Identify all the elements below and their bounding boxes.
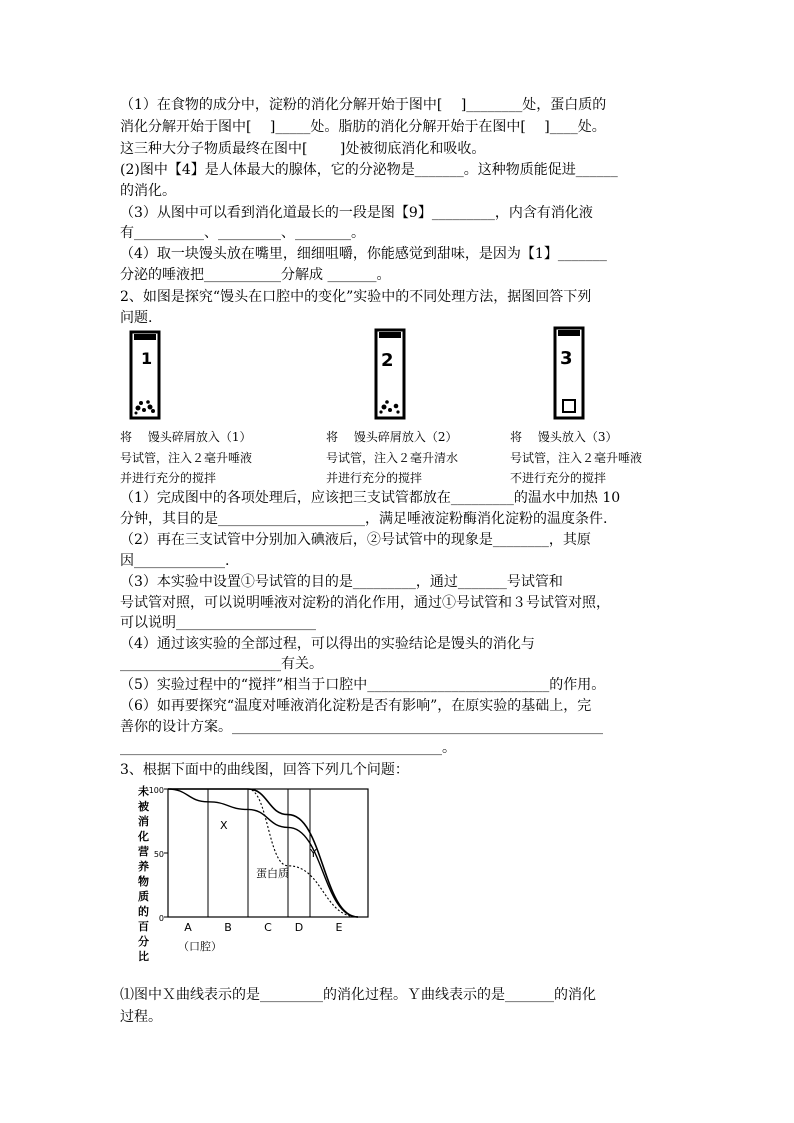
q1-line-4: (2)图中【4】是人体最大的腺体，它的分泌物是_______。这种物质能促进______ [120,162,618,178]
q2-part3-a: （3）本实验中设置①号试管的目的是_________，通过_______号试管和 [120,574,563,590]
y-axis-label-char: 未 [138,785,149,798]
chart-svg [130,783,370,973]
y-tick-label: 0 [158,914,164,923]
test-tube-3 [552,326,588,422]
y-axis-label-char: 被 [138,800,149,813]
q2-part6-c: ______________________________________________。 [120,740,456,756]
y-tick-label: 100 [148,786,164,795]
tube-1-caption-1: 将 馒头碎屑放入（1） [120,430,252,444]
tube-1-caption-3: 并进行充分的搅拌 [120,471,217,485]
q1-line-6: （3）从图中可以看到消化道最长的一段是图【9】_________，内含有消化液 [120,205,593,221]
q1-line-5: 的消化。 [120,183,176,199]
q2-part4-b: _______________________有关。 [120,656,323,672]
q2-part1-b: 分钟，其目的是_____________________，满足唾液淀粉酶消化淀粉的温度条件. [120,511,608,527]
q1-line-3: 这三种大分子物质最终在图中[ ]处被彻底消化和吸收。 [120,141,486,157]
y-axis-label-char: 养 [138,860,149,873]
q2-part6-a: （6）如再要探究“温度对唾液消化淀粉是否有影响”，在原实验的基础上，完 [120,698,592,714]
y-axis-label-char: 消 [138,815,149,828]
q1-line-2: 消化分解开始于图中[ ]_____处。脂肪的消化分解开始于在图中[ ]____处。 [120,119,606,135]
x-category-label: B [224,921,232,934]
y-axis-label-char: 营 [138,845,149,858]
q2-part3-b: 号试管对照，可以说明唾液对淀粉的消化作用，通过①号试管和３号试管对照， [120,595,610,611]
x-category-label: A [184,921,192,934]
q2-part2-b: 因_____________. [120,553,230,569]
x-category-label: C [264,921,272,934]
q2-part3-c: 可以说明____________________ [120,615,316,631]
q2-part2-a: （2）再在三支试管中分别加入碘液后，②号试管中的现象是________，其原 [120,532,591,548]
q2-part1-a: （1）完成图中的各项处理后，应该把三支试管都放在_________的温水中加热 10 [120,490,621,506]
x-category-note: （口腔） [178,940,222,953]
tube-2-caption-2: 号试管，注入２毫升清水 [326,451,459,465]
tube-1-caption-2: 号试管，注入２毫升唾液 [120,451,253,465]
tube-3-number: 3 [560,348,573,369]
y-axis-label-char: 分 [138,935,149,948]
y-axis-label-char: 物 [138,875,149,888]
q1-line-7: 有__________、_________、________。 [120,225,365,241]
series-label: X [220,819,228,832]
q2-intro-1: 2、如图是探究“馒头在口腔中的变化”实验中的不同处理方法，据图回答下列 [120,289,592,305]
q1-line-9: 分泌的唾液把___________分解成 _______。 [120,267,391,283]
q2-part5: （5）实验过程中的“搅拌”相当于口腔中__________________________的作用。 [120,677,606,693]
test-tube-2 [373,328,409,422]
q1-line-8: （4）取一块馒头放在嘴里，细细咀嚼，你能感觉到甜味，是因为【1】_______ [120,246,607,262]
y-axis-label-char: 百 [138,920,149,933]
y-axis-label-char: 化 [138,830,149,843]
y-axis-label-char: 比 [138,950,149,963]
q2-part4-a: （4）通过该实验的全部过程，可以得出的实验结论是馒头的消化与 [120,636,535,652]
tube-2-caption-3: 并进行充分的搅拌 [326,471,423,485]
x-category-label: D [294,921,304,934]
y-axis-label-char: 的 [138,905,149,918]
q2-part6-b: 善你的设计方案。_____________________________________________________ [120,719,603,735]
y-axis-label-char: 质 [138,890,149,903]
tube-3-caption-2: 号试管，注入２毫升唾液 [510,451,643,465]
q2-intro-2: 问题. [120,310,153,326]
plot-frame [168,789,368,917]
tube-1-number: 1 [141,349,153,368]
q3-intro: 3、根据下面中的曲线图，回答下列几个问题： [120,762,409,778]
y-tick-label: 50 [153,850,164,859]
series-line-2 [168,789,358,917]
tube-2-caption-1: 将 馒头碎屑放入（2） [326,430,458,444]
x-category-label: E [335,921,343,934]
tube-3-caption-1: 将 馒头放入（3） [510,430,618,444]
test-tube-1 [128,330,164,422]
q3-part1-b: 过程。 [120,1009,162,1025]
series-label: Y [310,847,317,860]
tube-2-number: 2 [381,350,394,371]
series-label: 蛋白质 [256,867,289,880]
bread-block-3 [563,400,575,412]
q3-part1-a: ⑴图中Ｘ曲线表示的是_________的消化过程。Ｙ曲线表示的是_______的消化 [120,987,596,1003]
q1-line-1: （1）在食物的成分中，淀粉的消化分解开始于图中[ ]________处，蛋白质的 [120,97,607,113]
tube-3-caption-3: 不进行充分的搅拌 [510,471,607,485]
digestion-curve-chart [130,783,370,973]
